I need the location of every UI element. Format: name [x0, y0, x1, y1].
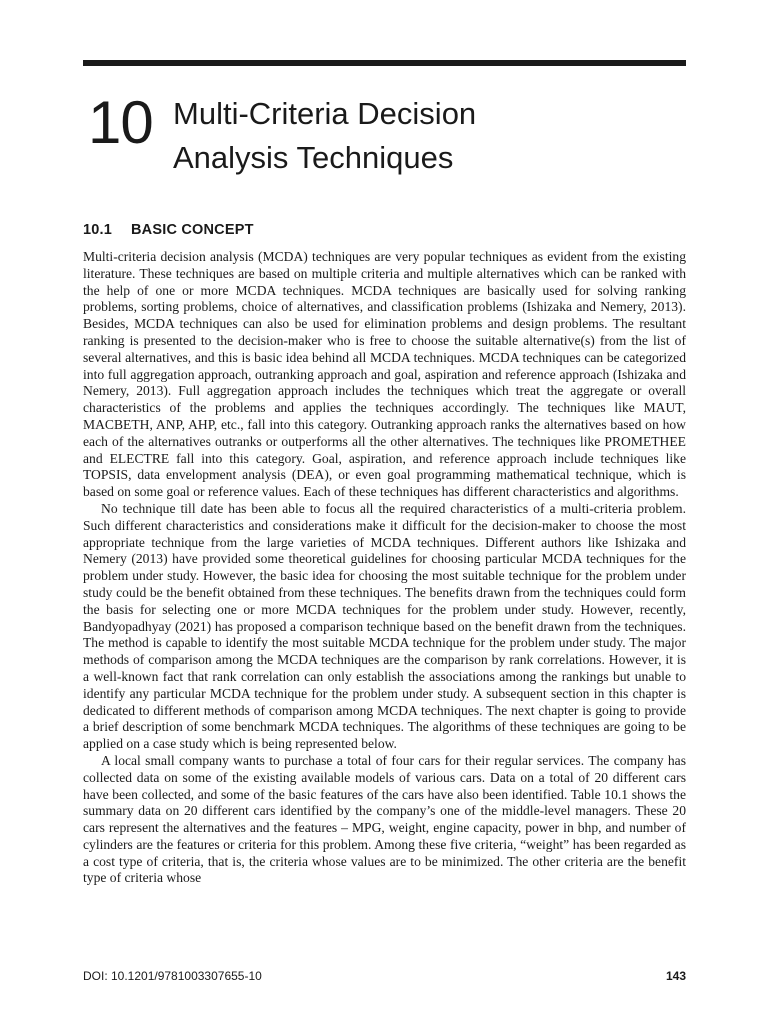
chapter-title	[173, 92, 476, 180]
section-title: BASIC CONCEPT	[131, 222, 254, 238]
paragraph-1: Multi-criteria decision analysis (MCDA) techniques are very popular techniques as evident from the existing literature. These techniques are based on multiple criteria and multiple alternatives which can be ranked with the help of one or more MCDA techniques. MCDA techniques are basically used for solving ranking problems, sorting problems, choice of alternatives, and classification problems (Ishizaka and Nemery, 2013). Besides, MCDA techniques can also be used for elimination problems and design problems. The resultant ranking is presented to the decision-maker who is free to choose the suitable alternative(s) from the list of several alternatives, and this is basic idea behind all MCDA techniques. MCDA techniques can be categorized into full aggregation approach, outranking approach and goal, aspiration and reference approach (Ishizaka and Nemery, 2013). Full aggregation approach includes the techniques which treat the aggregate or overall characteristics of the problems and applies the techniques accordingly. The techniques like MAUT, MACBETH, ANP, AHP, etc., fall into this category. Outranking approach ranks the alternatives based on how each of the alternatives outranks or outperforms all the other alternatives. The techniques like PROMETHEE and ELECTRE fall into this category. Goal, aspiration, and reference approach include techniques like TOPSIS, data envelopment analysis (DEA), or even goal programming mathematical technique, which is based on some goal or reference values. Each of these techniques has different characteristics and algorithms.	[83, 249, 686, 500]
section-number: 10.1	[83, 222, 113, 238]
doi-link[interactable]: DOI: 10.1201/9781003307655-10	[83, 969, 262, 983]
paragraph-2: No technique till date has been able to focus all the required characteristics of a multi-criteria problem. Such different characteristics and considerations make it difficult for the decision-maker to choose the most appropriate technique from the large varieties of MCDA techniques. Different authors like Ishizaka and Nemery (2013) have provided some theoretical guidelines for choosing particular MCDA techniques for the problem under study. However, the basic idea for choosing the most suitable technique for the problem under study could be the benefit obtained from these techniques. The benefits drawn from the techniques could form the basis for selecting one or more MCDA techniques for the problem under study. However, recently, Bandyopadhyay (2021) has proposed a comparison technique based on the benefit drawn from the techniques. The method is capable to identify the most suitable MCDA technique for the problem under study. The major methods of comparison among the MCDA techniques are the comparison by rank correlations. However, it is a well-known fact that rank correlation can only establish the associations among the rankings but unable to identify any particular MCDA technique for the problem under study. A subsequent section in this chapter is dedicated to different methods of comparison among MCDA techniques. The next chapter is going to provide a brief description of some benchmark MCDA techniques. The algorithms of these techniques are going to be applied on a case study which is being represented below.	[83, 500, 686, 752]
page-number: 143	[665, 969, 686, 983]
chapter-title-line-1: Multi-Criteria Decision	[173, 96, 477, 131]
chapter-title-line-2: Analysis Techniques	[173, 140, 454, 175]
chapter-top-rule	[83, 60, 686, 66]
chapter-number: 10	[88, 89, 153, 156]
paragraph-3: A local small company wants to purchase a total of four cars for their regular services. The company has collected data on some of the existing available models of various cars. Data on a total of 20 different cars have been collected, and some of the basic features of the cars have also been identified. Table 10.1 shows the summary data on 20 different cars identified by the company’s one of the middle-level managers. These 20 cars represent the alternatives and the features – MPG, weight, engine capacity, power in bhp, and number of cylinders are the features or criteria for this problem. Among these five criteria, “weight” has been regarded as a cost type of criteria, that is, the criteria whose values are to be minimized. The other criteria are the benefit type of criteria whose	[83, 752, 686, 886]
section-heading	[83, 222, 254, 238]
body-text	[83, 249, 686, 887]
